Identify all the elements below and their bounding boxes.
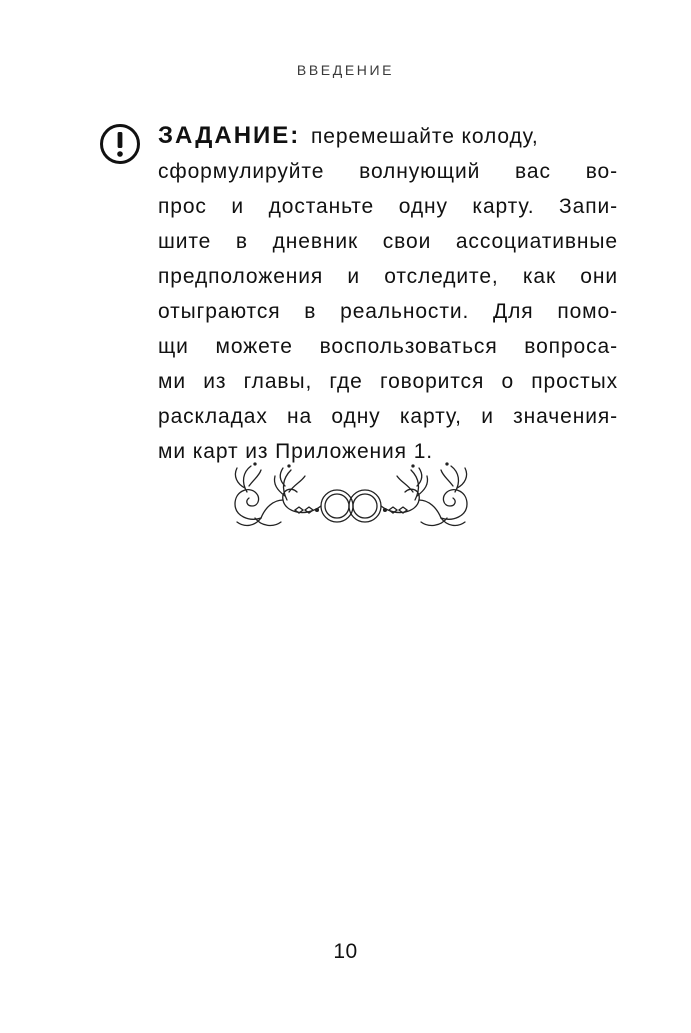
exclamation-circle-icon xyxy=(98,122,142,166)
task-line: щи можете воспользоваться вопроса- xyxy=(158,335,618,358)
task-line: отыграются в реальности. Для помо- xyxy=(158,300,618,323)
running-header: ВВЕДЕНИЕ xyxy=(296,62,395,78)
task-line-text: перемешайте колоду, xyxy=(311,125,539,148)
task-line: предположения и отследите, как они xyxy=(158,265,618,288)
task-line: шите в дневник свои ассоциативные xyxy=(158,230,618,253)
floral-vignette-ornament xyxy=(225,456,477,536)
ornament-left-half xyxy=(235,463,353,525)
task-block xyxy=(98,118,618,469)
task-line: прос и достаньте одну карту. Запи- xyxy=(158,195,618,218)
task-line: раскладах на одну карту, и значения- xyxy=(158,405,618,428)
task-line-1 xyxy=(158,118,618,154)
ornament-right-half xyxy=(349,463,467,525)
page-number: 10 xyxy=(333,940,358,963)
task-text xyxy=(158,118,618,469)
task-line: ми карт из Приложения 1. xyxy=(158,440,434,463)
task-line: сформулируйте волнующий вас во- xyxy=(158,160,618,183)
task-label: ЗАДАНИЕ: xyxy=(158,122,301,149)
task-line: ми из главы, где говорится о простых xyxy=(158,370,618,393)
